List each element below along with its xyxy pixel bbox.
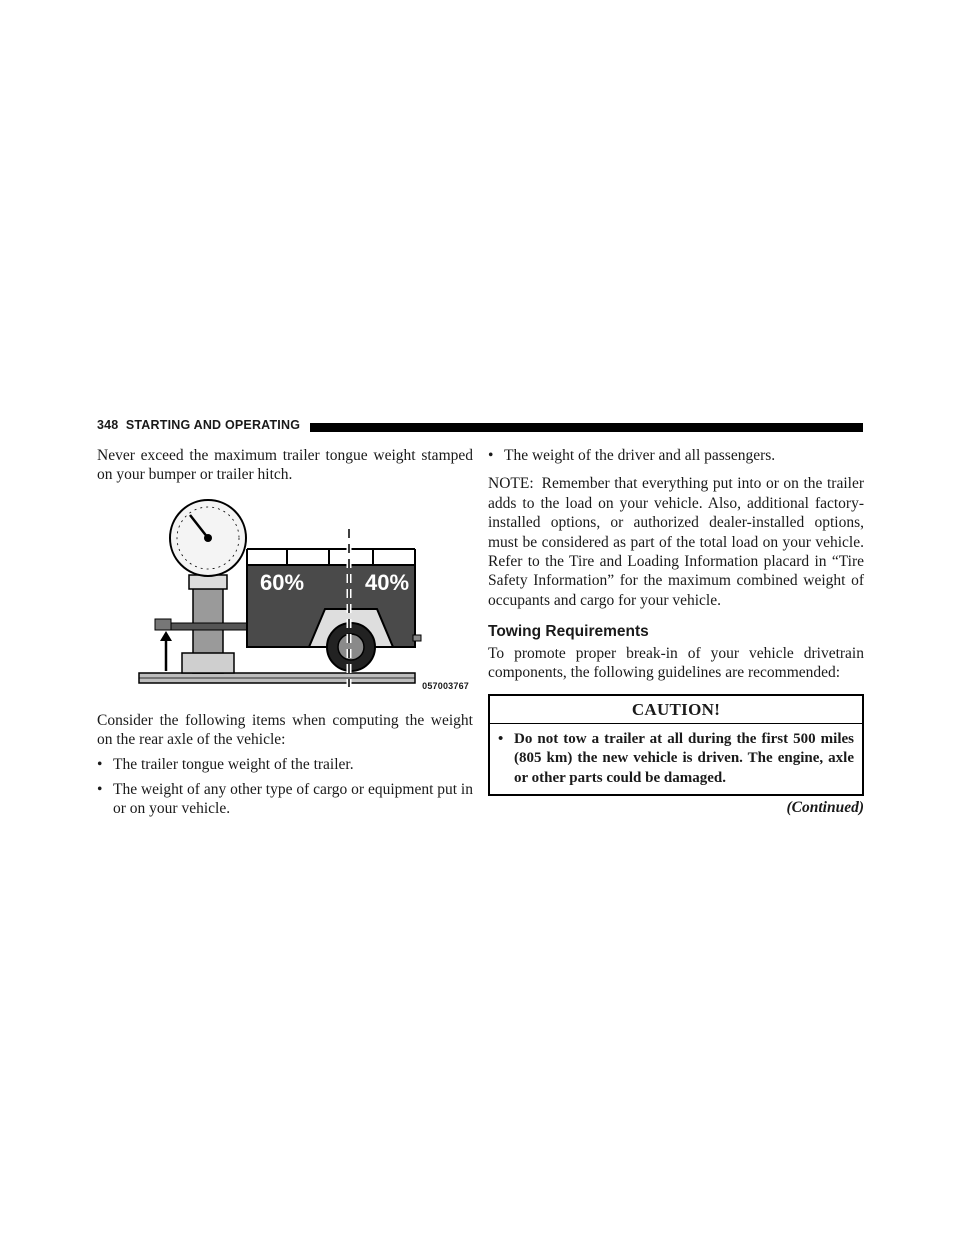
bullet-icon: •: [97, 755, 103, 773]
passenger-item: [488, 446, 864, 465]
bullet-icon: •: [498, 730, 504, 747]
left-column: [97, 446, 473, 825]
bullet-icon: •: [488, 447, 494, 464]
axle-weight-items: [97, 755, 473, 819]
list-item: • The weight of the driver and all passengers.: [488, 447, 776, 464]
front-percent-label: 60%: [260, 569, 305, 595]
note-paragraph: NOTE: Remember that everything put into or on the trailer adds to the load on your vehicle. Also, additional factory-installed options, or authorized dealer-installed options, must be considered as part of the total load on your vehicle. Refer to the Tire and Loading Information placard in “Tire Safety Information” for the maximum combined weight of occupants and cargo for your vehicle.: [488, 475, 864, 609]
bullet-icon: •: [97, 781, 103, 799]
list-item: • The weight of any other type of cargo or equipment put in or on your vehicle.: [97, 781, 473, 818]
figure-code: 057003767: [422, 680, 469, 691]
towing-paragraph: To promote proper break-in of your vehicle drivetrain components, the following guidelines are recommended:: [488, 644, 864, 682]
page-header: [97, 419, 863, 433]
trailer-scale-illustration: [97, 491, 473, 703]
right-column: [488, 446, 864, 818]
header-rule: [310, 423, 863, 432]
towing-requirements-heading: Towing Requirements: [488, 623, 649, 641]
caution-item: • Do not tow a trailer at all during the first 500 miles (805 km) the new vehicle is driven. The engine, axle or other parts could be damaged.: [498, 730, 854, 786]
intro-paragraph: Never exceed the maximum trailer tongue weight stamped on your bumper or trailer hitch.: [97, 447, 473, 484]
caution-box: [488, 694, 864, 796]
rear-percent-label: 40%: [365, 569, 410, 595]
trailer-tongue-weight-figure: [97, 491, 473, 703]
caution-body: [490, 724, 862, 795]
note-label: NOTE:: [488, 475, 534, 493]
page-number-and-section: 348 STARTING AND OPERATING: [97, 418, 301, 432]
caution-title: CAUTION!: [490, 696, 862, 723]
list-item: • The trailer tongue weight of the trailer.: [97, 755, 354, 773]
continued-label: (Continued): [786, 799, 864, 817]
consider-paragraph: Consider the following items when computing the weight on the rear axle of the vehicle:: [97, 711, 473, 749]
